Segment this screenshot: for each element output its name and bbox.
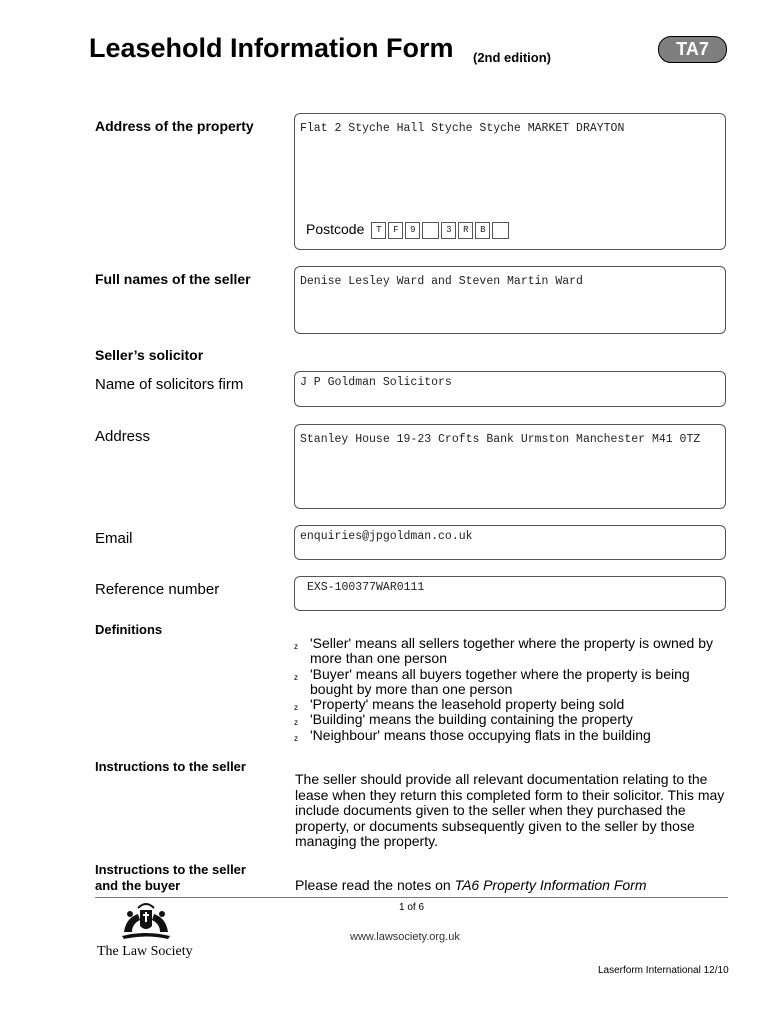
definition-item [294,697,724,712]
postcode-cell[interactable]: F [388,222,403,239]
law-society-crest-icon [118,902,174,944]
definition-text: 'Neighbour' means those occupying flats in the building [310,726,651,743]
form-title: Leasehold Information Form [89,33,454,63]
solicitor-email-value: enquiries@jpgoldman.co.uk [300,530,473,543]
reference-number-field[interactable] [294,576,726,611]
instructions-both-label-line1: Instructions to the seller [95,862,246,877]
reference-number-label: Reference number [95,581,220,598]
postcode-cell[interactable]: 3 [441,222,456,239]
definition-text: 'Buyer' means all buyers together where the property is being bought by more than one person [310,665,690,697]
form-code-badge: TA7 [658,36,727,63]
solicitor-email-field[interactable] [294,525,726,560]
laserform-credit: Laserform International 12/10 [598,965,729,976]
solicitor-address-field[interactable] [294,424,726,509]
instructions-seller-label: Instructions to the seller [95,759,246,774]
solicitor-section-title: Seller’s solicitor [95,347,204,363]
footer-divider [95,897,728,898]
definitions-list [294,636,724,743]
solicitor-firm-field[interactable] [294,371,726,407]
law-society-url[interactable]: www.lawsociety.org.uk [350,931,460,943]
seller-names-field[interactable] [294,266,726,334]
property-address-field[interactable] [294,113,726,250]
bullet-icon: z [294,718,298,728]
page-number: 1 of 6 [399,902,425,913]
definition-item [294,667,724,698]
bullet-icon: z [294,703,298,713]
postcode-cell[interactable]: T [371,222,386,239]
law-society-name: The Law Society [97,944,193,959]
postcode-cell[interactable] [492,222,509,239]
definition-text: 'Building' means the building containing the property [310,711,633,728]
postcode-cell[interactable]: 9 [405,222,420,239]
ta6-reference: TA6 Property Information Form [454,877,647,893]
postcode-cells[interactable] [371,225,511,238]
solicitor-address-value: Stanley House 19-23 Crofts Bank Urmston Manchester M41 0TZ [300,433,701,446]
postcode-row [306,222,511,239]
definition-text: 'Property' means the leasehold property being sold [310,696,625,713]
instructions-both-label-line2: and the buyer [95,878,181,893]
postcode-cell[interactable]: B [475,222,490,239]
property-address-label: Address of the property [95,118,254,134]
reference-number-value: EXS-100377WAR0111 [307,581,425,594]
definition-text: 'Seller' means all sellers together where the property is owned by more than one person [310,635,713,667]
postcode-cell[interactable] [422,222,439,239]
seller-names-label: Full names of the seller [95,271,251,287]
instructions-both-text [295,877,646,893]
definition-item [294,728,724,743]
instructions-both-prefix: Please read the notes on [295,877,455,893]
solicitor-address-label: Address [95,428,151,445]
bullet-icon: z [294,733,298,743]
definition-item [294,636,724,667]
postcode-cell[interactable]: R [458,222,473,239]
solicitor-firm-label: Name of solicitors firm [95,376,244,393]
bullet-icon: z [294,642,298,651]
postcode-label: Postcode [306,221,365,237]
bullet-icon: z [294,672,298,682]
instructions-both-label [95,862,246,894]
solicitor-firm-value: J P Goldman Solicitors [300,376,452,389]
solicitor-email-label: Email [95,530,133,547]
property-address-value: Flat 2 Styche Hall Styche Styche MARKET DRAYTON [300,122,625,135]
seller-names-value: Denise Lesley Ward and Steven Martin Ward [300,275,583,288]
definitions-label: Definitions [95,622,163,637]
definition-item [294,712,724,727]
instructions-seller-text: The seller should provide all relevant documentation relating to the lease when they return this completed form to their solicitor. This may include documents given to the seller when they purchased the property, or documents subsequently given to the seller by those managing the property. [295,771,725,849]
form-edition: (2nd edition) [473,50,551,65]
